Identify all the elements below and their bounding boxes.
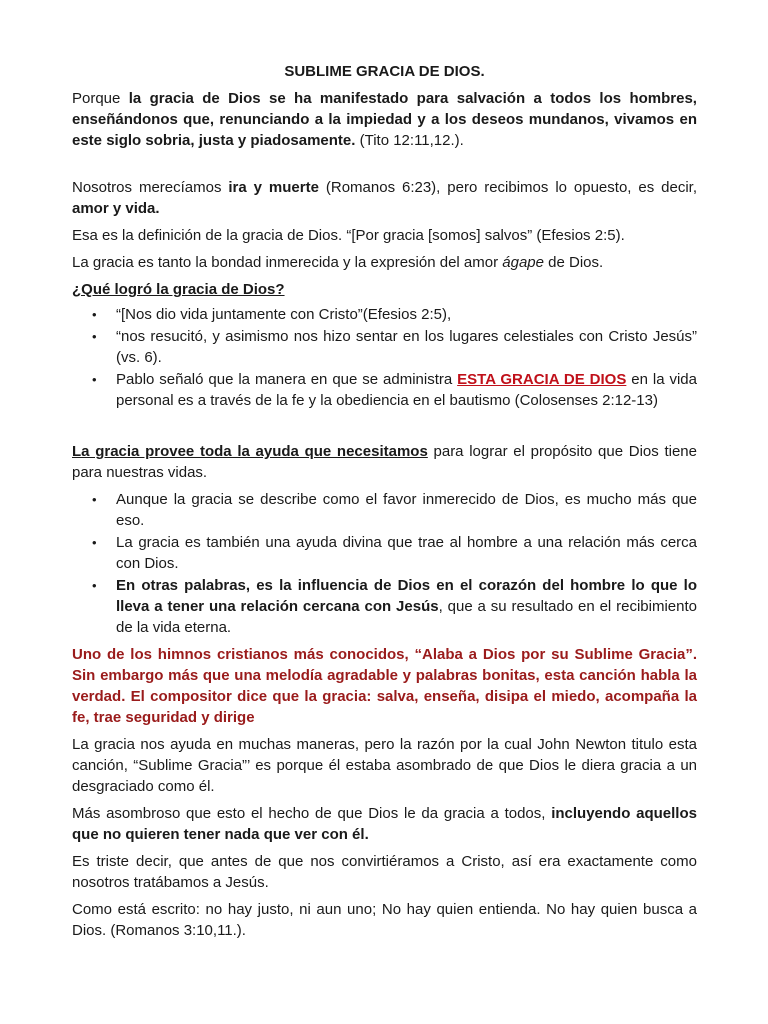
document-page (72, 62, 697, 941)
bondad-paragraph (72, 252, 697, 273)
section2-list (72, 489, 697, 638)
list-item-text: “[Nos dio vida juntamente con Cristo”(Efesios 2:5), (116, 306, 452, 323)
bondad-text-1: La gracia es tanto la bondad inmerecida y la expresión del amor (72, 254, 503, 271)
section1-list (72, 304, 697, 411)
list-item-text-2: en la vida personal es a través de la fe y la obediencia en el bautismo (Colosenses 2:12-13) (116, 371, 697, 409)
list-item (72, 326, 697, 368)
list-item (72, 369, 697, 411)
list-item (72, 532, 697, 574)
asombroso-paragraph (72, 803, 697, 845)
list-item-text: Aunque la gracia se describe como el favor inmerecido de Dios, es mucho más que eso. (116, 491, 697, 529)
document-title: SUBLIME GRACIA DE DIOS. (284, 63, 485, 80)
intro-text-1: Porque (72, 90, 129, 107)
list-item-text: La gracia es también una ayuda divina que trae al hombre a una relación más cerca con Dios. (116, 534, 697, 572)
merecimos-paragraph (72, 177, 697, 219)
asombroso-bold: incluyendo aquellos que no quieren tener nada que ver con él. (72, 805, 697, 843)
intro-paragraph (72, 88, 697, 151)
list-item (72, 489, 697, 531)
intro-reference: (Tito 12:11,12.). (355, 132, 464, 149)
definicion-paragraph: Esa es la definición de la gracia de Dios. “[Por gracia [somos] salvos” (Efesios 2:5). (72, 227, 625, 244)
section2-lead (72, 441, 697, 483)
bullet-icon: • (92, 578, 97, 593)
triste-paragraph: Es triste decir, que antes de que nos convirtiéramos a Cristo, así era exactamente como nosotros tratábamos a Jesús. (72, 853, 697, 891)
hymn-paragraph: Uno de los himnos cristianos más conocidos, “Alaba a Dios por su Sublime Gracia”. Sin embargo más que una melodía agradable y palabras bonitas, esta canción habla la verdad. El compositor dice que la gracia: salva, enseña, disipa el miedo, acompaña la fe, trae seguridad y dirige (72, 646, 697, 726)
bullet-icon: • (92, 492, 97, 507)
merecimos-bold-2: amor y vida. (72, 200, 160, 217)
list-item-rest: , que a su resultado en el recibimiento de la vida eterna. (116, 598, 697, 636)
section2-lead-rest: para lograr el propósito que Dios tiene para nuestras vidas. (72, 443, 697, 481)
escrito-paragraph: Como está escrito: no hay justo, ni aun uno; No hay quien entienda. No hay quien busca a Dios. (Romanos 3:10,11.). (72, 901, 697, 939)
bullet-icon: • (92, 329, 97, 344)
list-item-text: “nos resucitó, y asimismo nos hizo sentar en los lugares celestiales con Cristo Jesús” (vs. 6). (116, 328, 697, 366)
list-item (72, 575, 697, 638)
list-item (72, 304, 697, 325)
newton-paragraph: La gracia nos ayuda en muchas maneras, pero la razón por la cual John Newton titulo esta canción, “Sublime Gracia”’ es porque él estaba asombrado de que Dios le diera gracia a un desgraciado como él. (72, 736, 697, 795)
bullet-icon: • (92, 307, 97, 322)
list-item-bold: En otras palabras, es la influencia de Dios en el corazón del hombre lo que lo lleva a tener una relación cercana con Jesús (116, 577, 697, 615)
asombroso-text: Más asombroso que esto el hecho de que Dios le da gracia a todos, (72, 805, 552, 822)
bullet-icon: • (92, 535, 97, 550)
bondad-text-2: de Dios. (543, 254, 604, 271)
highlight-text: ESTA GRACIA DE DIOS (457, 371, 627, 388)
bondad-italic: ágape (502, 254, 544, 271)
section1-heading: ¿Qué logró la gracia de Dios? (72, 281, 285, 298)
list-item-text-1: Pablo señaló que la manera en que se administra (116, 371, 458, 388)
bullet-icon: • (92, 372, 97, 387)
merecimos-text-2: (Romanos 6:23), pero recibimos lo opuesto, es decir, (318, 179, 697, 196)
intro-bold: la gracia de Dios se ha manifestado para salvación a todos los hombres, enseñándonos que, renunciando a la impiedad y a los deseos mundanos, vivamos en este siglo sobria, justa y piadosamente. (72, 90, 697, 149)
section2-lead-underline: La gracia provee toda la ayuda que necesitamos (72, 443, 428, 460)
merecimos-bold-1: ira y muerte (228, 179, 319, 196)
merecimos-text-1: Nosotros merecíamos (72, 179, 229, 196)
